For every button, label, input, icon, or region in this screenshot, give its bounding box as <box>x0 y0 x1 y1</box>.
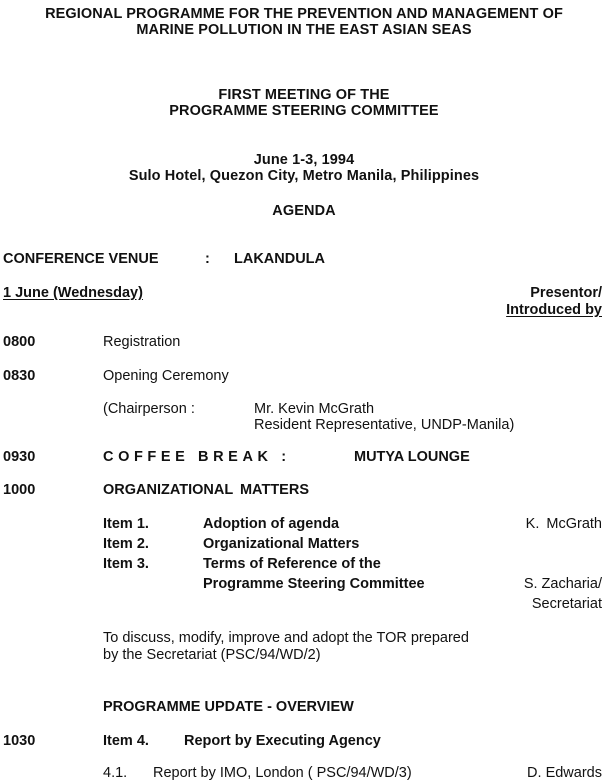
chairperson-name: Mr. Kevin McGrath <box>254 401 375 417</box>
presentor-column-header-1: Presentor/ <box>530 285 602 301</box>
subitem-number: 4.1. <box>103 765 128 781</box>
day-heading: 1 June (Wednesday) <box>3 285 143 301</box>
programme-title-line-2: MARINE POLLUTION IN THE EAST ASIAN SEAS <box>136 22 472 38</box>
item-presenter: S. Zacharia/ <box>523 576 602 592</box>
item-presenter: D. Edwards <box>527 765 602 781</box>
time-slot: 0930 <box>3 449 36 465</box>
meeting-title-line-2: PROGRAMME STEERING COMMITTEE <box>169 103 439 119</box>
item-number: Item 1. <box>103 516 149 532</box>
item-number: Item 2. <box>103 536 149 552</box>
meeting-dates: June 1-3, 1994 <box>253 152 355 168</box>
conference-venue-colon: : <box>205 251 210 267</box>
item-number: Item 3. <box>103 556 149 572</box>
schedule-item: Registration <box>103 334 181 350</box>
agenda-heading: AGENDA <box>272 203 336 219</box>
coffee-break-label: COFFEE BREAK : <box>103 449 291 465</box>
item-title: Adoption of agenda <box>203 516 340 532</box>
conference-venue-label: CONFERENCE VENUE <box>3 251 159 267</box>
schedule-item: Opening Ceremony <box>103 368 229 384</box>
chairperson-role: Resident Representative, UNDP-Manila) <box>254 417 515 433</box>
item-note-line-1: To discuss, modify, improve and adopt the TOR prepared <box>103 630 469 646</box>
item-presenter: K. McGrath <box>525 516 602 532</box>
item-title: Terms of Reference of the <box>203 556 381 572</box>
section-title: ORGANIZATIONAL MATTERS <box>103 482 309 498</box>
item-number: Item 4. <box>103 733 149 749</box>
item-title-continued: Programme Steering Committee <box>203 576 425 592</box>
coffee-break-venue: MUTYA LOUNGE <box>354 449 470 465</box>
item-title: Organizational Matters <box>203 536 360 552</box>
time-slot: 0800 <box>3 334 36 350</box>
time-slot: 1000 <box>3 482 36 498</box>
programme-title-line-1: REGIONAL PROGRAMME FOR THE PREVENTION AND MANAGEMENT OF <box>45 6 563 22</box>
time-slot: 1030 <box>3 733 36 749</box>
item-presenter-continued: Secretariat <box>531 596 602 612</box>
conference-venue-value: LAKANDULA <box>234 251 326 267</box>
subitem-title: Report by IMO, London ( PSC/94/WD/3) <box>153 765 412 781</box>
time-slot: 0830 <box>3 368 36 384</box>
chairperson-label: (Chairperson : <box>103 401 195 417</box>
presentor-column-header-2: Introduced by <box>506 302 602 318</box>
meeting-title-line-1: FIRST MEETING OF THE <box>218 87 390 103</box>
meeting-location: Sulo Hotel, Quezon City, Metro Manila, Philippines <box>128 168 480 184</box>
item-note-line-2: by the Secretariat (PSC/94/WD/2) <box>103 647 321 663</box>
item-title: Report by Executing Agency <box>184 733 381 749</box>
section-title: PROGRAMME UPDATE - OVERVIEW <box>103 699 354 715</box>
